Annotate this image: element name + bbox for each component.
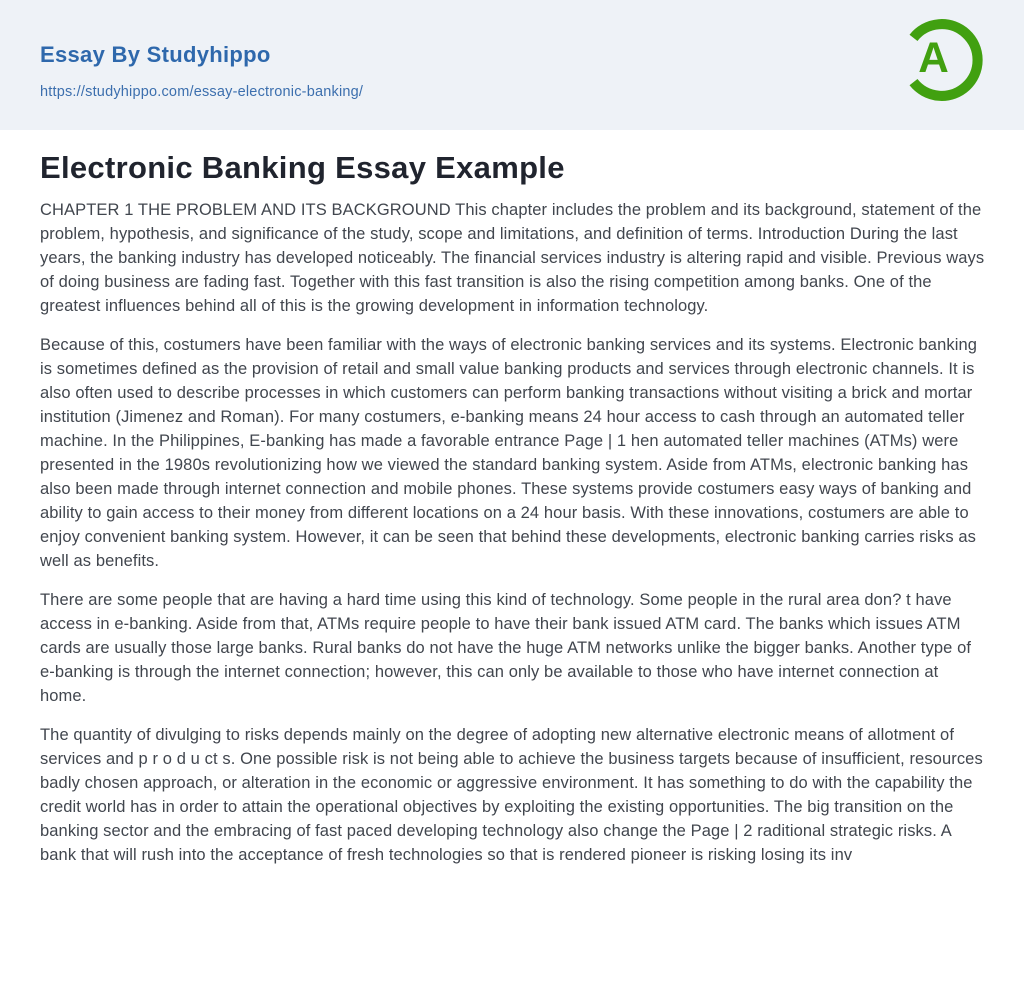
logo-arc-icon (894, 14, 986, 106)
essay-paragraph-2: Because of this, costumers have been familiar with the ways of electronic banking services and its systems. Electronic banking is sometimes defined as the provision of retail and small value banking products and services through electronic channels. It is also often used to describe processes in which customers can perform banking transactions without visiting a brick and mortar institution (Jimenez and Roman). For many costumers, e-banking means 24 hour access to cash through an automated teller machine. In the Philippines, E-banking has made a favorable entrance Page | 1 hen automated teller machines (ATMs) were presented in the 1980s revolutionizing how we viewed the standard banking system. Aside from ATMs, electronic banking has also been made through internet connection and mobile phones. These systems provide costumers easy ways of banking and ability to gain access to their money from different locations on a 24 hour basis. With these innovations, costumers are able to enjoy convenient banking system. However, it can be seen that behind these developments, electronic banking carries risks as well as benefits. (40, 336, 978, 570)
source-url-link[interactable]: https://studyhippo.com/essay-electronic-banking/ (40, 84, 364, 100)
logo-letter: A (918, 33, 949, 81)
essay-paragraph-1: CHAPTER 1 THE PROBLEM AND ITS BACKGROUND This chapter includes the problem and its background, statement of the problem, hypothesis, and significance of the study, scope and limitations, and definition of terms. Introduction During the last years, the banking industry has developed noticeably. The financial services industry is altering rapid and visible. Previous ways of doing business are fading fast. Together with this fast transition is also the rising competition among banks. One of the greatest influences behind all of this is the growing development in information technology. (40, 201, 985, 315)
essay-article (0, 130, 1024, 867)
essay-paragraph-3: There are some people that are having a hard time using this kind of technology. Some people in the rural area don? t have access in e-banking. Aside from that, ATMs require people to have their bank issued ATM card. The banks which issues ATM cards are usually those large banks. Rural banks do not have the huge ATM networks unlike the bigger banks. Another type of e-banking is through the internet connection; however, this can only be available to those who have internet connection at home. (40, 591, 972, 705)
page-title: Electronic Banking Essay Example (40, 150, 565, 185)
site-header (0, 0, 1024, 130)
site-title: Essay By Studyhippo (40, 42, 271, 67)
studyhippo-logo-icon (894, 14, 986, 106)
essay-paragraph-4: The quantity of divulging to risks depends mainly on the degree of adopting new alternative electronic means of allotment of services and p r o d u ct s. One possible risk is not being able to achieve the business targets because of insufficient, resources badly chosen approach, or alteration in the economic or aggressive environment. It has something to do with the capability the credit world has in order to attain the operational objectives by exploiting the existing opportunities. The big transition on the banking sector and the embracing of fast paced developing technology also change the Page | 2 raditional strategic risks. A bank that will rush into the acceptance of fresh technologies so that is rendered pioneer is risking losing its inv (40, 726, 983, 864)
